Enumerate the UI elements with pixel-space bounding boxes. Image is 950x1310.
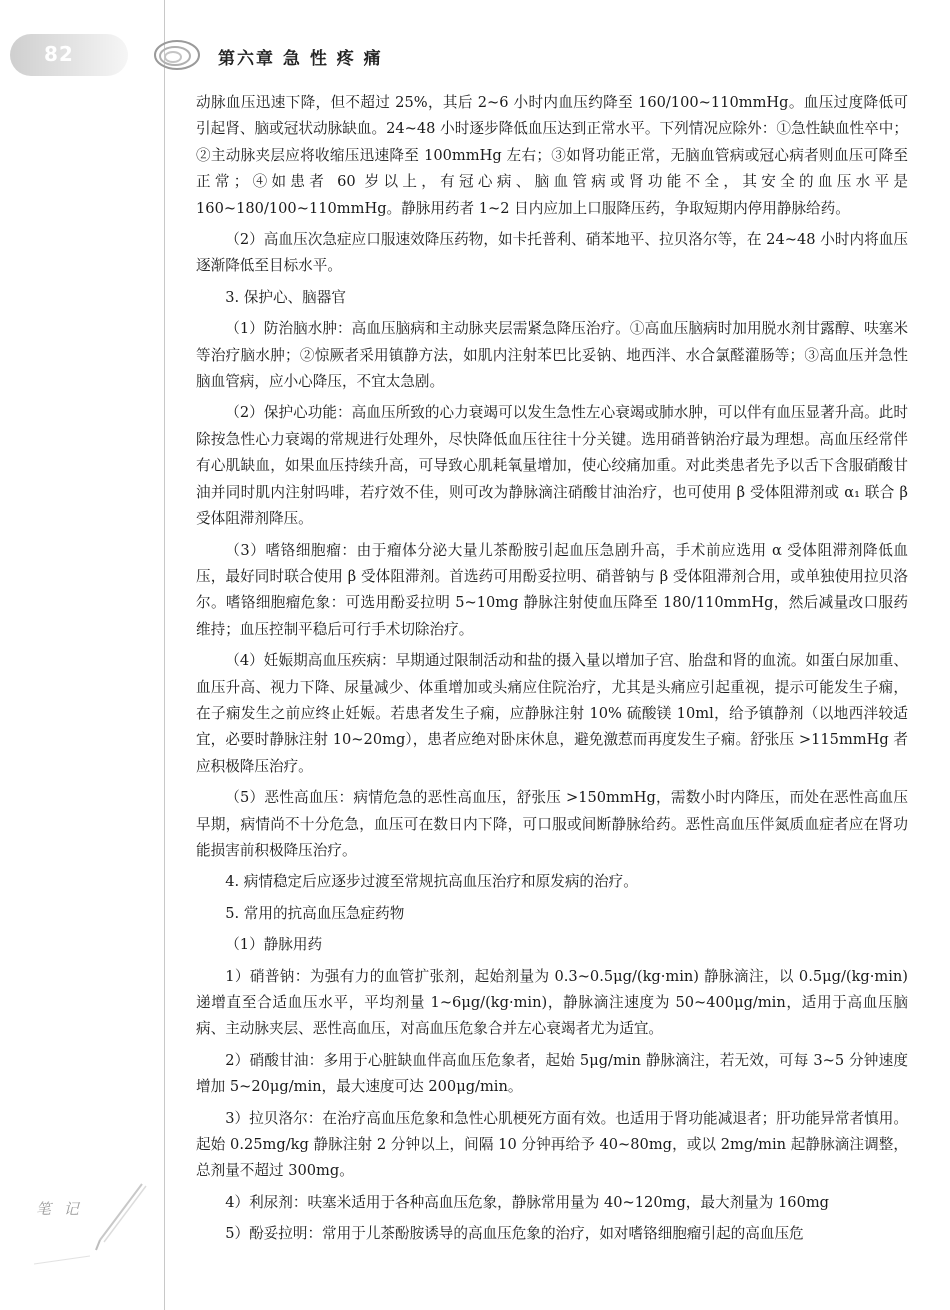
section-heading: 4. 病情稳定后应逐步过渡至常规抗高血压治疗和原发病的治疗。 [225,873,638,891]
paragraph: （4）妊娠期高血压疾病：早期通过限制活动和盐的摄入量以增加子宫、胎盘和肾的血流。如蛋白尿加重、血压升高、视力下降、尿量减少、体重增加或头痛应住院治疗，尤其是头痛应引起重视，提示可能发生子痫，在子痫发生之前应终止妊娠。若患者发生子痫，应静脉注射 10% 硫酸镁 10ml，给予镇静剂（以地西泮较适宜，必要时静脉注射 10~20mg），患者应绝对卧床休息，避免激惹而再度发生子痫。舒张压 >115mmHg 者应积极降压治疗。 [196,652,908,775]
paragraph: （1）防治脑水肿：高血压脑病和主动脉夹层需紧急降压治疗。①高血压脑病时加用脱水剂甘露醇、呋塞米等治疗脑水肿；②惊厥者采用镇静方法，如肌内注射苯巴比妥钠、地西泮、水合氯醛灌肠等；③高血压并急性脑血管病，应小心降压，不宜太急剧。 [196,320,908,391]
section-heading: 5. 常用的抗高血压急症药物 [225,904,405,922]
notes-label: 笔 记 [36,1200,83,1218]
section-heading: 3. 保护心、脑器官 [225,288,346,306]
swirl-logo-icon [150,34,204,76]
paragraph: （2）保护心功能：高血压所致的心力衰竭可以发生急性左心衰竭或肺水肿，可以伴有血压显著升高。此时除按急性心力衰竭的常规进行处理外，尽快降低血压往往十分关键。选用硝普钠治疗最为理想。高血压经常伴有心肌缺血，如果血压持续升高，可导致心肌耗氧量增加，使心绞痛加重。对此类患者先予以舌下含服硝酸甘油并同时肌内注射吗啡，若疗效不佳，则可改为静脉滴注硝酸甘油治疗，也可使用 β 受体阻滞剂或 α₁ 联合 β 受体阻滞剂降压。 [196,404,908,528]
paragraph: 动脉血压迅速下降，但不超过 25%，其后 2~6 小时内血压约降至 160/100~110mmHg。血压过度降低可引起肾、脑或冠状动脉缺血。24~48 小时逐步降低血压达到正常水平。下列情况应除外：①急性缺血性卒中；②主动脉夹层应将收缩压迅速降至 100mmHg 左右；③如肾功能正常，无脑血管病或冠心病者则血压可降至正常；④如患者 60 岁以上，有冠心病、脑血管病或肾功能不全，其安全的血压水平是 160~180/100~110mmHg。静脉用药者 1~2 日内应加上口服降压药，争取短期内停用静脉给药。 [196,94,908,217]
subsection-heading: （1）静脉用药 [225,936,323,954]
pen-icon [30,1180,150,1270]
paragraph: （2）高血压次急症应口服速效降压药物，如卡托普利、硝苯地平、拉贝洛尔等，在 24~48 小时内将血压逐渐降低至目标水平。 [196,231,908,275]
margin-rule [164,0,165,1310]
paragraph: 2）硝酸甘油：多用于心脏缺血伴高血压危象者，起始 5μg/min 静脉滴注，若无效，可每 3~5 分钟速度增加 5~20μg/min，最大速度可达 200μg/min。 [196,1051,908,1096]
paragraph: （5）恶性高血压：病情危急的恶性高血压，舒张压 >150mmHg，需数小时内降压，而处在恶性高血压早期，病情尚不十分危急，血压可在数日内下降，可口服或间断静脉给药。恶性高血压伴氮质血症者应在肾功能损害前积极降压治疗。 [196,789,908,859]
page-number: 82 [44,42,74,66]
paragraph: 5）酚妥拉明：常用于儿茶酚胺诱导的高血压危象的治疗，如对嗜铬细胞瘤引起的高血压危 [225,1225,804,1243]
paragraph: 1）硝普钠：为强有力的血管扩张剂，起始剂量为 0.3~0.5μg/(kg·min) 静脉滴注，以 0.5μg/(kg·min) 递增直至合适血压水平，平均剂量 1~6μg/(kg·min)，静脉滴注速度为 50~400μg/min，适用于高血压脑病、主动脉夹层、恶性高血压，对高血压危象合并左心衰竭者尤为适宜。 [196,967,908,1038]
body-text [196,90,908,1253]
paragraph: （3）嗜铬细胞瘤：由于瘤体分泌大量儿茶酚胺引起血压急剧升高，手术前应选用 α 受体阻滞剂降低血压，最好同时联合使用 β 受体阻滞剂。首选药可用酚妥拉明、硝普钠与 β 受体阻滞剂合用，或单独使用拉贝洛尔。嗜铬细胞瘤危象：可选用酚妥拉明 5~10mg 静脉注射使血压降至 180/110mmHg，然后减量改口服药维持；血压控制平稳后可行手术切除治疗。 [196,541,908,638]
paragraph: 3）拉贝洛尔：在治疗高血压危象和急性心肌梗死方面有效。也适用于肾功能减退者；肝功能异常者慎用。起始 0.25mg/kg 静脉注射 2 分钟以上，间隔 10 分钟再给予 40~80mg，或以 2mg/min 起静脉滴注调整，总剂量不超过 300mg。 [196,1109,908,1180]
paragraph: 4）利尿剂：呋塞米适用于各种高血压危象，静脉常用量为 40~120mg，最大剂量为 160mg [225,1193,830,1211]
chapter-title: 第六章 急 性 疼 痛 [218,49,383,69]
